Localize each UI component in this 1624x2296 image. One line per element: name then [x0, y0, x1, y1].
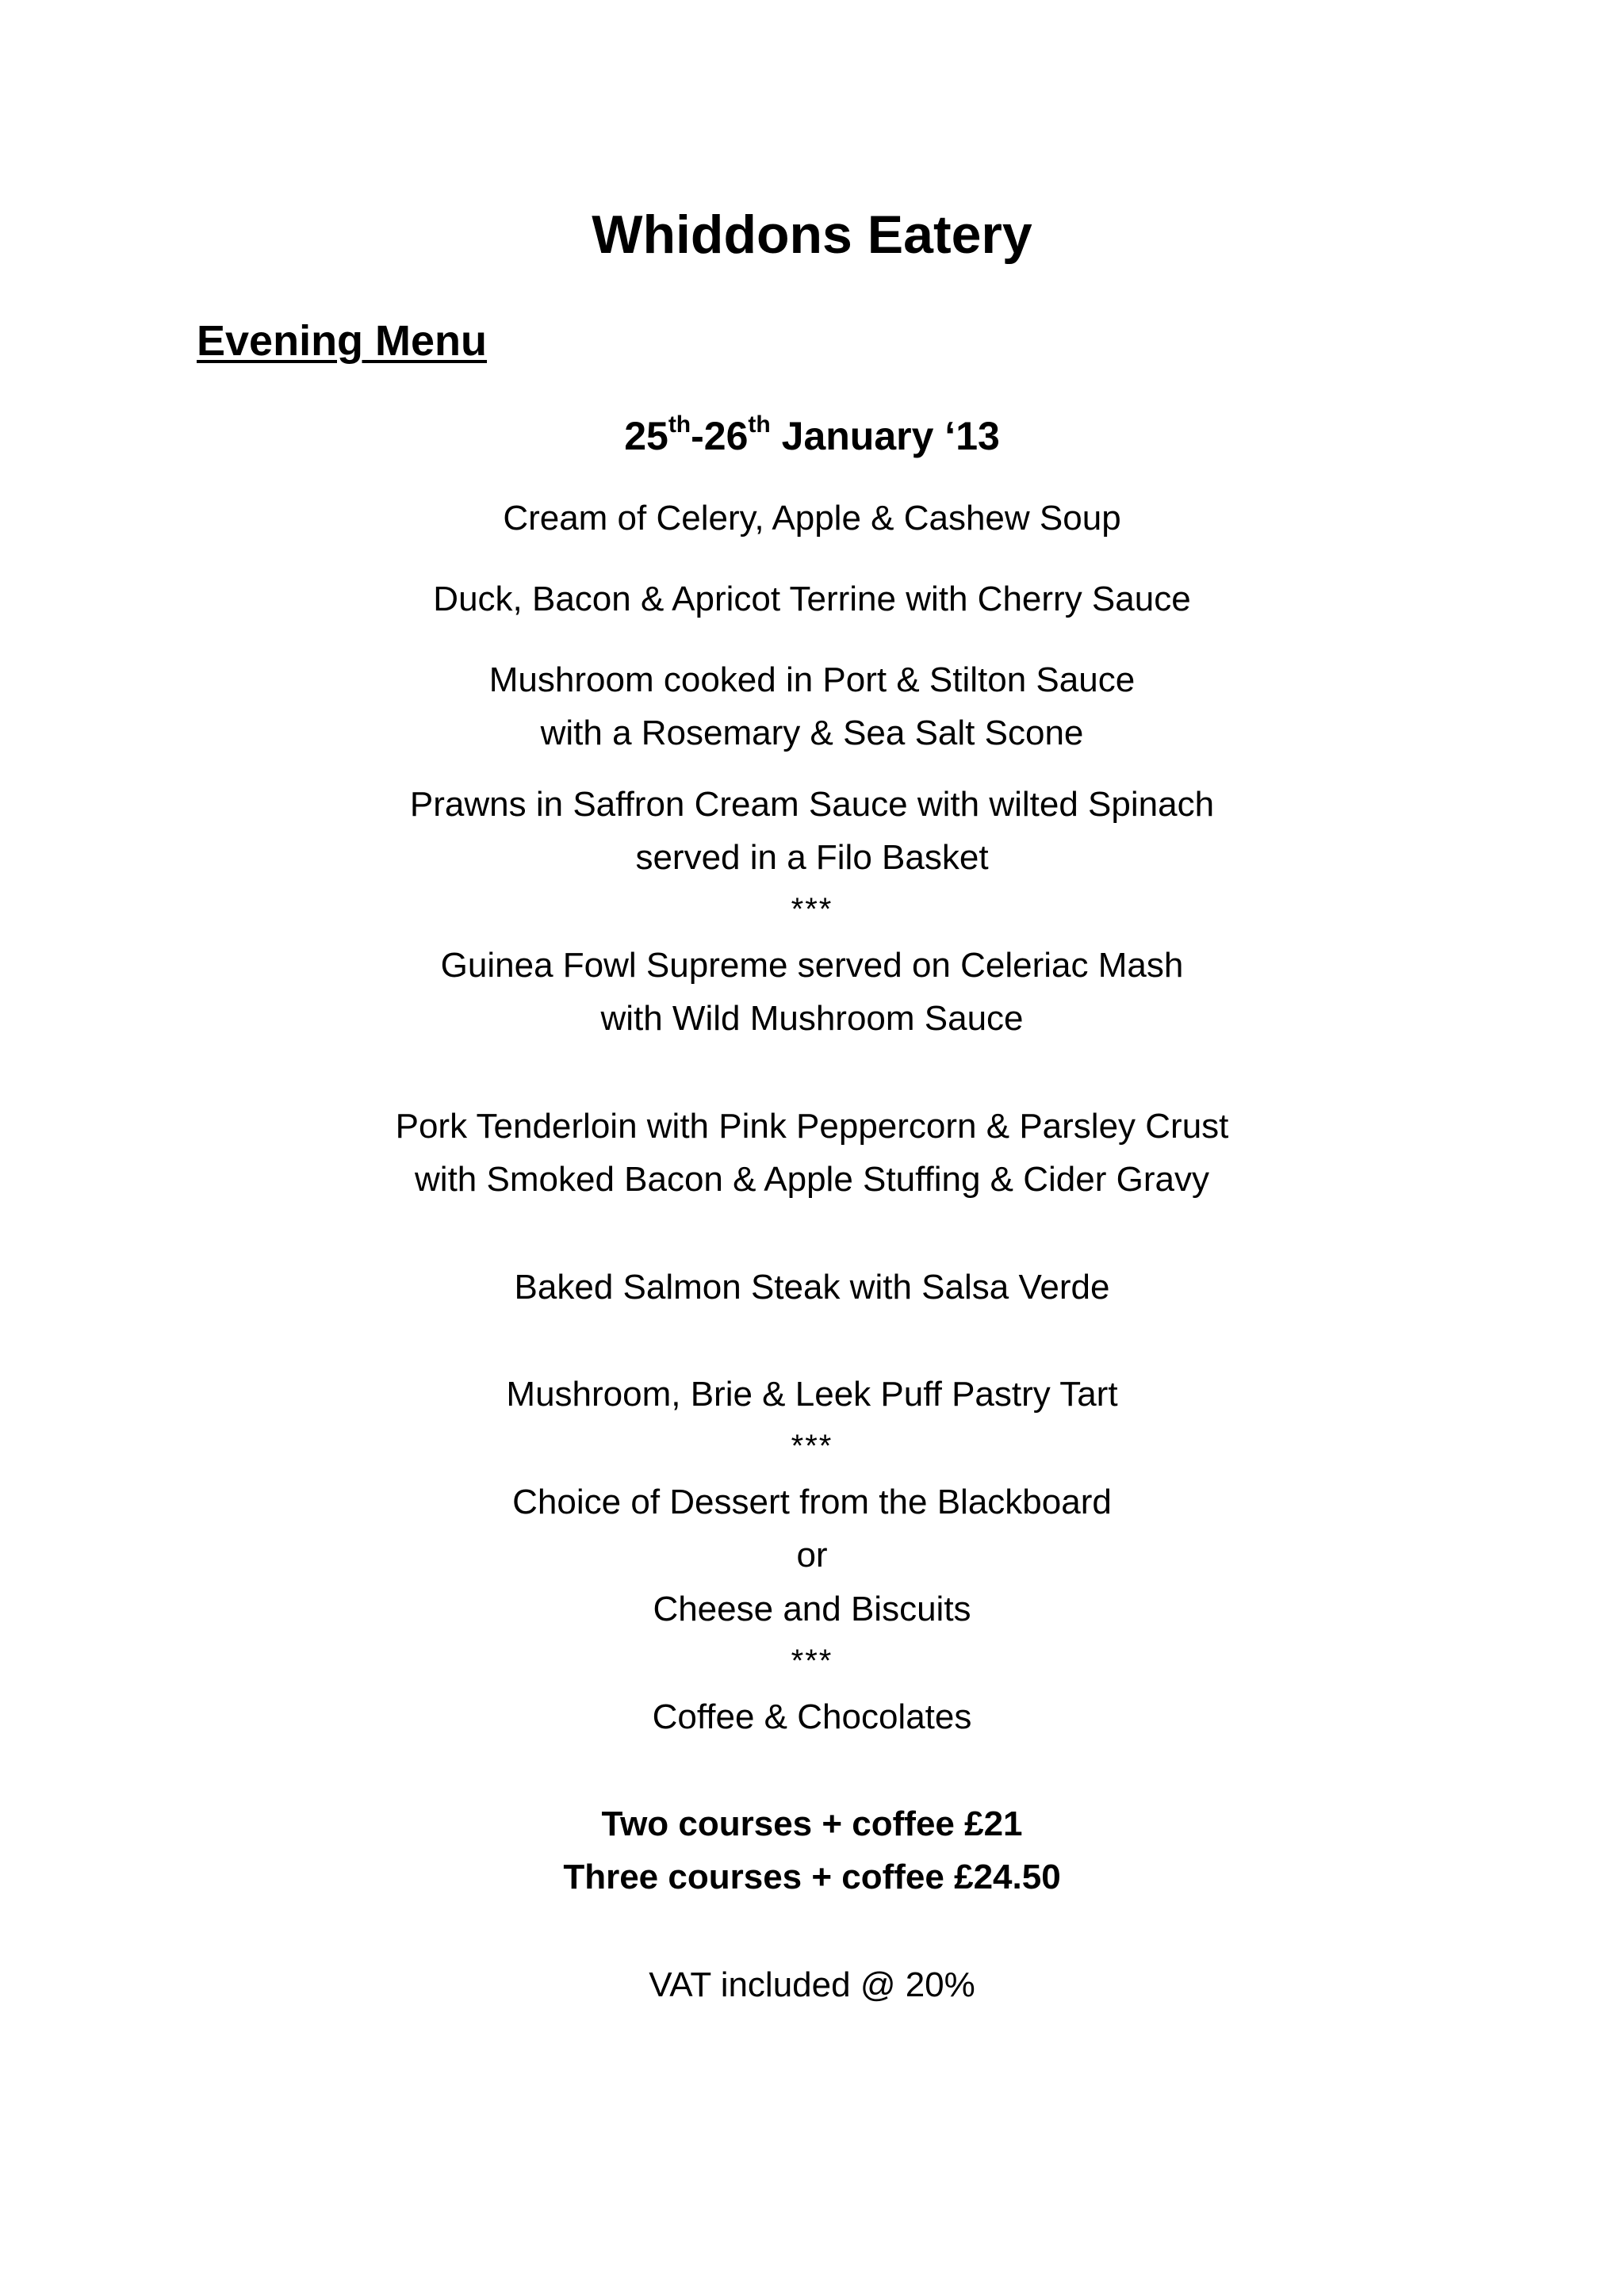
restaurant-title: Whiddons Eatery	[592, 205, 1032, 265]
course-separator: ***	[791, 1644, 833, 1678]
dessert-or: or	[796, 1536, 828, 1575]
starter-item: Cream of Celery, Apple & Cashew Soup	[503, 499, 1121, 538]
menu-date	[0, 409, 1624, 463]
starter-item: Duck, Bacon & Apricot Terrine with Cherry Sauce	[433, 580, 1191, 618]
starter-item: Mushroom cooked in Port & Stilton Sauce	[488, 660, 1136, 699]
vat-note: VAT included @ 20%	[649, 1965, 975, 2004]
price-three-courses: Three courses + coffee £24.50	[563, 1858, 1061, 1896]
date-suffix-2: th	[748, 411, 771, 438]
dessert-item: Cheese and Biscuits	[653, 1590, 971, 1628]
starter-item-detail: with a Rosemary & Sea Salt Scone	[540, 714, 1084, 752]
main-item: Guinea Fowl Supreme served on Celeriac Mash	[440, 946, 1184, 985]
course-separator: ***	[791, 1429, 833, 1464]
menu-heading: Evening Menu	[197, 317, 488, 365]
price-two-courses: Two courses + coffee £21	[601, 1804, 1023, 1843]
main-item-detail: with Smoked Bacon & Apple Stuffing & Cider Gravy	[415, 1160, 1209, 1199]
main-item: Pork Tenderloin with Pink Peppercorn & Parsley Crust	[395, 1107, 1229, 1146]
main-item: Baked Salmon Steak with Salsa Verde	[514, 1268, 1110, 1307]
date-day-2: 26	[703, 414, 749, 458]
starter-item: Prawns in Saffron Cream Sauce with wilted Spinach	[409, 785, 1215, 824]
date-suffix-1: th	[668, 411, 691, 438]
dessert-item: Choice of Dessert from the Blackboard	[512, 1483, 1112, 1521]
course-separator: ***	[791, 892, 833, 927]
main-item-detail: with Wild Mushroom Sauce	[600, 999, 1024, 1038]
date-day-1: 25	[624, 414, 668, 458]
main-item: Mushroom, Brie & Leek Puff Pastry Tart	[506, 1375, 1118, 1414]
starter-item-detail: served in a Filo Basket	[635, 838, 989, 877]
coffee-item: Coffee & Chocolates	[652, 1697, 972, 1736]
date-separator: -	[691, 414, 704, 458]
date-month-year: January ‘13	[770, 414, 1000, 458]
